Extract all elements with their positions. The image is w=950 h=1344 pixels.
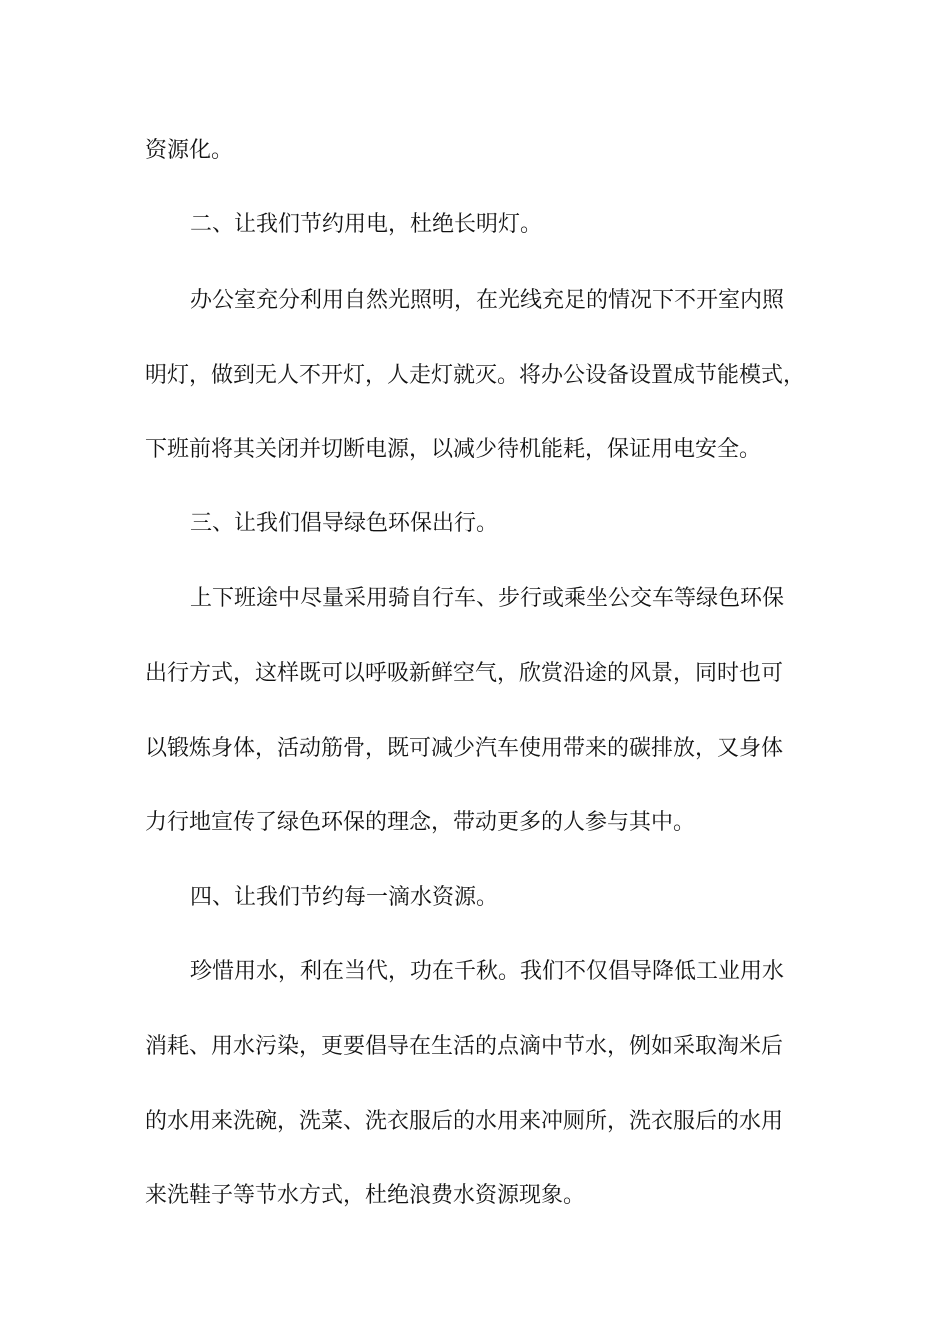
text-line: 出行方式，这样既可以呼吸新鲜空气，欣赏沿途的风景，同时也可 (145, 661, 784, 686)
text-line: 上下班途中尽量采用骑自行车、步行或乘坐公交车等绿色环保 (190, 586, 785, 611)
section-heading-3: 三、让我们倡导绿色环保出行。 (190, 511, 499, 536)
text-line: 以锻炼身体，活动筋骨，既可减少汽车使用带来的碳排放，又身体 (145, 736, 784, 761)
text-line: 资源化。 (145, 138, 234, 163)
text-line: 消耗、用水污染，更要倡导在生活的点滴中节水，例如采取淘米后 (145, 1034, 784, 1059)
text-line: 力行地宣传了绿色环保的理念，带动更多的人参与其中。 (145, 810, 696, 835)
section-heading-2: 二、让我们节约用电，杜绝长明灯。 (190, 212, 543, 237)
text-line: 来洗鞋子等节水方式，杜绝浪费水资源现象。 (145, 1183, 586, 1208)
section-heading-4: 四、让我们节约每一滴水资源。 (190, 885, 499, 910)
text-line: 下班前将其关闭并切断电源，以减少待机能耗，保证用电安全。 (145, 437, 762, 462)
text-line: 明灯，做到无人不开灯，人走灯就灭。将办公设备设置成节能模式， (145, 363, 806, 388)
text-line: 办公室充分利用自然光照明，在光线充足的情况下不开室内照 (190, 288, 785, 313)
text-line: 珍惜用水，利在当代，功在千秋。我们不仅倡导降低工业用水 (190, 959, 785, 984)
text-line: 的水用来洗碗，洗菜、洗衣服后的水用来冲厕所，洗衣服后的水用 (145, 1109, 784, 1134)
